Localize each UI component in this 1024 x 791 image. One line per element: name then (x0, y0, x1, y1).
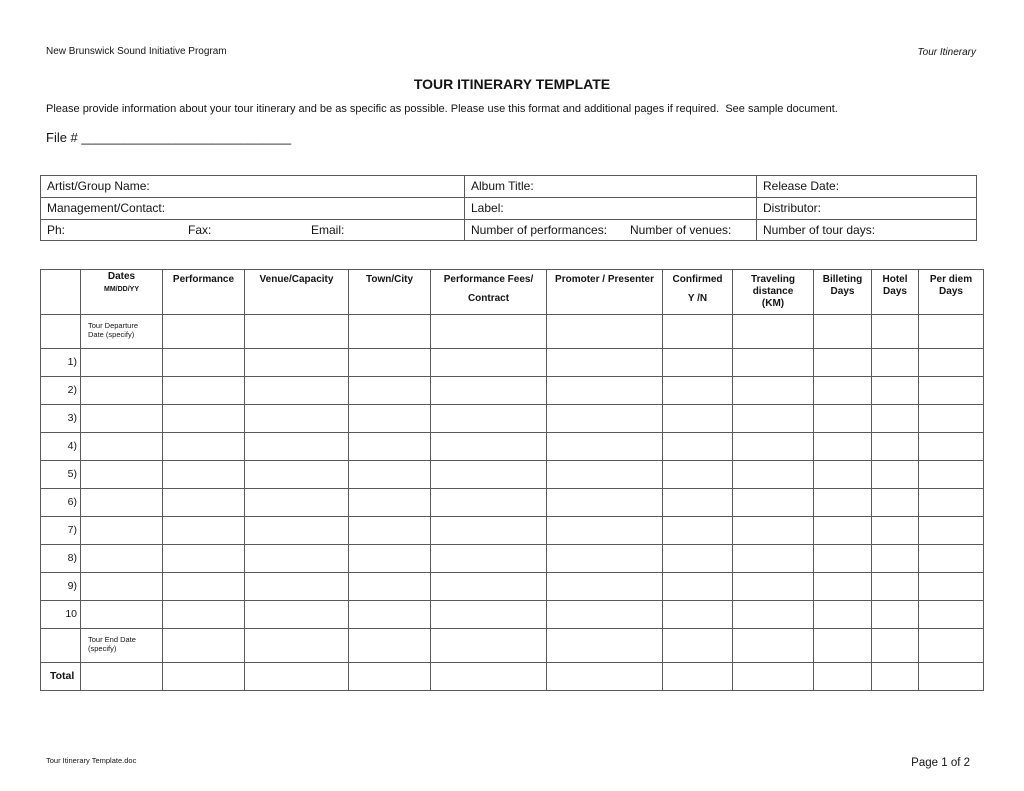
entry-cell (663, 517, 733, 545)
entry-cell (814, 601, 872, 629)
entry-cell (163, 489, 245, 517)
header-traveling (733, 270, 814, 315)
number-of-performances-label: Number of performances: (471, 223, 608, 237)
header-performance (163, 270, 245, 315)
page-number: Page 1 of 2 (911, 757, 970, 769)
row-number: 5) (41, 461, 81, 489)
entry-cell (349, 405, 431, 433)
email-label: Email: (311, 223, 345, 237)
total-cell (814, 663, 872, 691)
total-cell (431, 663, 547, 691)
row-number: 4) (41, 433, 81, 461)
header-per-diem-line1: Per diem (929, 274, 973, 285)
record-label-label: Label: (465, 198, 757, 220)
entry-cell (872, 433, 919, 461)
entry-cell (663, 315, 733, 349)
file-number-blank: _____________________________ (81, 130, 292, 145)
entry-cell (245, 349, 349, 377)
entry-cell (733, 461, 814, 489)
entry-cell (663, 545, 733, 573)
entry-cell (733, 629, 814, 663)
row-number: 9) (41, 573, 81, 601)
entry-cell (663, 461, 733, 489)
entry-cell (163, 461, 245, 489)
entry-cell (733, 601, 814, 629)
entry-cell (431, 489, 547, 517)
instructions-text: Please provide information about your tour itinerary and be as specific as possible. Please use this format and additional pages if required. See sample document. (46, 103, 838, 115)
entry-cell (431, 629, 547, 663)
header-dates-format: MM/DD/YY (104, 286, 139, 293)
entry-cell (872, 545, 919, 573)
header-traveling-line1: Traveling (751, 274, 795, 285)
entry-cell (245, 433, 349, 461)
entry-cell (431, 517, 547, 545)
entry-cell (547, 517, 663, 545)
entry-cell (547, 573, 663, 601)
entry-cell (245, 545, 349, 573)
entry-cell (163, 517, 245, 545)
header-per-diem (919, 270, 984, 315)
number-of-venues-label: Number of venues: (630, 223, 732, 237)
entry-cell (245, 461, 349, 489)
entry-cell (733, 405, 814, 433)
total-cell (872, 663, 919, 691)
entry-cell (814, 405, 872, 433)
header-dates (81, 270, 163, 315)
entry-cell (245, 377, 349, 405)
entry-cell (814, 377, 872, 405)
entry-cell (872, 349, 919, 377)
tour-end-label: Tour End Date (88, 635, 136, 644)
entry-cell (733, 377, 814, 405)
entry-cell (663, 377, 733, 405)
entry-cell (872, 517, 919, 545)
total-cell (733, 663, 814, 691)
header-fees-sublabel: Contract (467, 293, 510, 304)
header-venue (245, 270, 349, 315)
file-number-line (46, 130, 291, 146)
entry-cell (663, 349, 733, 377)
entry-cell (814, 573, 872, 601)
entry-cell (163, 315, 245, 349)
entry-cell (245, 517, 349, 545)
entry-cell (547, 349, 663, 377)
total-cell (919, 663, 984, 691)
header-confirmed (663, 270, 733, 315)
entry-cell (349, 377, 431, 405)
entry-cell (814, 315, 872, 349)
entry-cell (872, 601, 919, 629)
contact-numbers-cell (41, 220, 465, 241)
entry-cell (919, 601, 984, 629)
entry-cell (547, 377, 663, 405)
entry-cell (814, 545, 872, 573)
entry-cell (431, 315, 547, 349)
header-town (349, 270, 431, 315)
header-number-blank (41, 270, 81, 315)
entry-cell (919, 517, 984, 545)
tour-departure-date-cell (81, 315, 163, 349)
entry-cell (547, 601, 663, 629)
entry-cell (431, 601, 547, 629)
entry-cell (81, 461, 163, 489)
entry-cell (431, 349, 547, 377)
header-dates-label: Dates (107, 271, 136, 282)
header-fees (431, 270, 547, 315)
entry-cell (733, 315, 814, 349)
entry-cell (733, 573, 814, 601)
entry-cell (663, 405, 733, 433)
entry-cell (163, 377, 245, 405)
entry-cell (163, 601, 245, 629)
entry-cell (81, 349, 163, 377)
entry-cell (245, 629, 349, 663)
file-number-label: File # (46, 130, 78, 145)
entry-cell (349, 601, 431, 629)
entry-cell (81, 377, 163, 405)
entry-cell (81, 433, 163, 461)
entry-cell (349, 545, 431, 573)
row-number: 1) (41, 349, 81, 377)
header-billeting-line2: Days (830, 286, 855, 297)
entry-cell (733, 349, 814, 377)
entry-cell (663, 489, 733, 517)
header-promoter-label: Promoter / Presenter (555, 274, 654, 285)
entry-cell (245, 573, 349, 601)
entry-cell (81, 489, 163, 517)
total-cell (81, 663, 163, 691)
header-venue-label: Venue/Capacity (259, 274, 334, 285)
header-performance-label: Performance (172, 274, 235, 285)
entry-cell (919, 629, 984, 663)
entry-cell (919, 377, 984, 405)
entry-cell (919, 489, 984, 517)
entry-cell (872, 629, 919, 663)
row-number: 10 (41, 601, 81, 629)
header-town-label: Town/City (365, 274, 414, 285)
row-number-blank (41, 315, 81, 349)
entry-cell (163, 349, 245, 377)
entry-cell (814, 433, 872, 461)
management-contact-label: Management/Contact: (41, 198, 465, 220)
header-confirmed-label: Confirmed (672, 274, 723, 285)
header-per-diem-line2: Days (939, 286, 963, 297)
entry-cell (349, 349, 431, 377)
entry-cell (663, 433, 733, 461)
distributor-label: Distributor: (757, 198, 977, 220)
entry-cell (81, 601, 163, 629)
entry-cell (547, 461, 663, 489)
entry-cell (349, 517, 431, 545)
program-name: New Brunswick Sound Initiative Program (46, 46, 227, 57)
row-number: 7) (41, 517, 81, 545)
number-of-tour-days-label: Number of tour days: (757, 220, 977, 241)
entry-cell (245, 405, 349, 433)
entry-cell (163, 573, 245, 601)
entry-cell (349, 573, 431, 601)
fax-label: Fax: (188, 223, 212, 237)
total-cell (547, 663, 663, 691)
entry-cell (872, 405, 919, 433)
header-promoter (547, 270, 663, 315)
entry-cell (663, 629, 733, 663)
entry-cell (814, 461, 872, 489)
entry-cell (872, 315, 919, 349)
entry-cell (547, 405, 663, 433)
entry-cell (663, 601, 733, 629)
tour-departure-label: Tour Departure (88, 321, 139, 330)
total-label: Total (41, 663, 81, 691)
entry-cell (81, 405, 163, 433)
entry-cell (547, 489, 663, 517)
total-cell (163, 663, 245, 691)
entry-cell (431, 405, 547, 433)
entry-cell (163, 629, 245, 663)
entry-cell (349, 433, 431, 461)
header-hotel (872, 270, 919, 315)
row-number: 2) (41, 377, 81, 405)
header-hotel-line1: Hotel (882, 274, 908, 285)
header-traveling-line2: distance (752, 286, 794, 297)
entry-cell (733, 517, 814, 545)
entry-cell (431, 433, 547, 461)
entry-cell (919, 315, 984, 349)
entry-cell (349, 489, 431, 517)
entry-cell (431, 545, 547, 573)
entry-cell (814, 517, 872, 545)
total-cell (349, 663, 431, 691)
entry-cell (163, 545, 245, 573)
entry-cell (245, 601, 349, 629)
entry-cell (733, 489, 814, 517)
entry-cell (814, 349, 872, 377)
entry-cell (663, 573, 733, 601)
entry-cell (814, 489, 872, 517)
tour-end-date-cell (81, 629, 163, 663)
row-number: 3) (41, 405, 81, 433)
entry-cell (81, 573, 163, 601)
entry-cell (814, 629, 872, 663)
entry-cell (81, 517, 163, 545)
phone-label: Ph: (47, 223, 66, 237)
row-number-blank (41, 629, 81, 663)
entry-cell (163, 433, 245, 461)
entry-cell (919, 573, 984, 601)
entry-cell (872, 489, 919, 517)
entry-cell (919, 433, 984, 461)
entry-cell (733, 433, 814, 461)
entry-cell (919, 405, 984, 433)
release-date-label: Release Date: (757, 176, 977, 198)
entry-cell (349, 315, 431, 349)
entry-cell (163, 405, 245, 433)
album-title-label: Album Title: (465, 176, 757, 198)
entry-cell (81, 545, 163, 573)
entry-cell (919, 545, 984, 573)
header-hotel-line2: Days (883, 286, 907, 297)
entry-cell (431, 461, 547, 489)
entry-cell (547, 629, 663, 663)
entry-cell (919, 461, 984, 489)
row-number: 8) (41, 545, 81, 573)
entry-cell (349, 461, 431, 489)
entry-cell (349, 629, 431, 663)
header-billeting-line1: Billeting (822, 274, 863, 285)
itinerary-table (40, 269, 984, 691)
page-title: TOUR ITINERARY TEMPLATE (413, 76, 611, 92)
total-cell (245, 663, 349, 691)
entry-cell (245, 315, 349, 349)
counts-cell (465, 220, 757, 241)
entry-cell (733, 545, 814, 573)
entry-cell (919, 349, 984, 377)
total-cell (663, 663, 733, 691)
tour-departure-hint: Date (specify) (88, 330, 135, 339)
tour-info-table (40, 175, 977, 241)
header-billeting (814, 270, 872, 315)
header-fees-label: Performance Fees/ (443, 274, 534, 285)
entry-cell (245, 489, 349, 517)
entry-cell (872, 461, 919, 489)
entry-cell (431, 377, 547, 405)
tour-end-hint: (specify) (88, 644, 117, 653)
row-number: 6) (41, 489, 81, 517)
entry-cell (872, 377, 919, 405)
footer-filename: Tour Itinerary Template.doc (46, 756, 137, 765)
entry-cell (547, 315, 663, 349)
entry-cell (431, 573, 547, 601)
entry-cell (547, 545, 663, 573)
entry-cell (547, 433, 663, 461)
header-confirmed-options: Y /N (687, 293, 708, 304)
entry-cell (872, 573, 919, 601)
document-label: Tour Itinerary (917, 47, 976, 58)
header-traveling-unit: (KM) (761, 298, 785, 309)
artist-name-label: Artist/Group Name: (41, 176, 465, 198)
